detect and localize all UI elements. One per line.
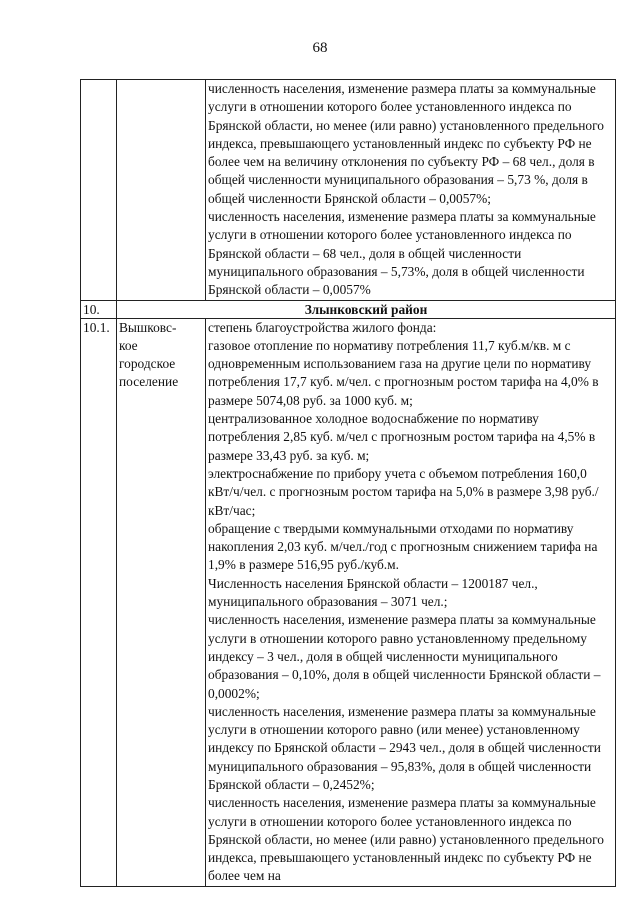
regions-table [80,79,616,887]
municipality-name: Вышковс- кое городское поселение [117,318,206,886]
section-number: 10. [81,300,117,318]
paragraph: численность населения, изменение размера платы за коммунальные услуги в отношении которого более установленного индекса по Брянской области, но менее (или равно) установленного предельного индекса, превышающего установленный индекс по субъекту РФ не более чем на величину отклонения по субъекту РФ – 68 чел., доля в общей численности муниципального образования – 5,73 %, доля в общей численности Брянской области – 0,0057%; [208,81,608,206]
paragraph: Численность населения Брянской области – 1200187 чел., муниципального образования – 3071 чел.; [208,575,542,610]
municipality-cell [117,80,206,301]
description-cell [206,80,616,301]
paragraph: газовое отопление по нормативу потребления 11,7 куб.м/кв. м с одновременным использованием газа на другие цели по нормативу потребления 17,7 куб. м/чел. с прогнозным ростом тарифа на 4,0% в размере 5074,08 руб. за 1000 куб. м; [208,337,602,408]
row-number-cell [81,80,117,301]
paragraph: численность населения, изменение размера платы за коммунальные услуги в отношении которого равно установленному предельному индексу – 3 чел., доля в общей численности муниципального образования – 0,10%, доля в общей численности Брянской области – 0,0002%; [208,612,604,701]
section-title: Злынковский район [117,300,616,318]
description-cell [206,318,616,886]
paragraph: электроснабжение по прибору учета с объемом потребления 160,0 кВт/ч/чел. с прогнозным ростом тарифа на 5,0% в размере 3,98 руб./кВт/час; [208,465,599,518]
paragraph: численность населения, изменение размера платы за коммунальные услуги в отношении которого более установленного индекса по Брянской области, но менее (или равно) установленного предельного индекса, превышающего установленный индекс по субъекту РФ не более чем на [208,795,608,884]
section-row [81,300,616,318]
paragraph: численность населения, изменение размера платы за коммунальные услуги в отношении которого более установленного индекса по Брянской области – 68 чел., доля в общей численности муниципального образования – 5,73%, доля в общей численности Брянской области – 0,0057% [208,209,600,298]
entry-number: 10.1. [81,318,117,886]
paragraph: централизованное холодное водоснабжение по нормативу потребления 2,85 куб. м/чел с прогнозным ростом тарифа на 4,5% в размере 33,43 руб. за куб. м; [208,411,599,463]
paragraph: численность населения, изменение размера платы за коммунальные услуги в отношении которого равно (или менее) установленному индексу по Брянской области – 2943 чел., доля в общей численности муниципального образования – 95,83%, доля в общей численности Брянской области – 0,2452%; [208,703,605,792]
page-number: 68 [312,40,328,56]
table-row-entry [81,318,616,886]
table-row-continuation [81,80,616,301]
paragraph: обращение с твердыми коммунальными отходами по нормативу накопления 2,03 куб. м/чел./год с прогнозным снижением тарифа на 1,9% в размере 516,95 руб./куб.м. [208,520,601,573]
paragraph: степень благоустройства жилого фонда: [208,319,437,335]
